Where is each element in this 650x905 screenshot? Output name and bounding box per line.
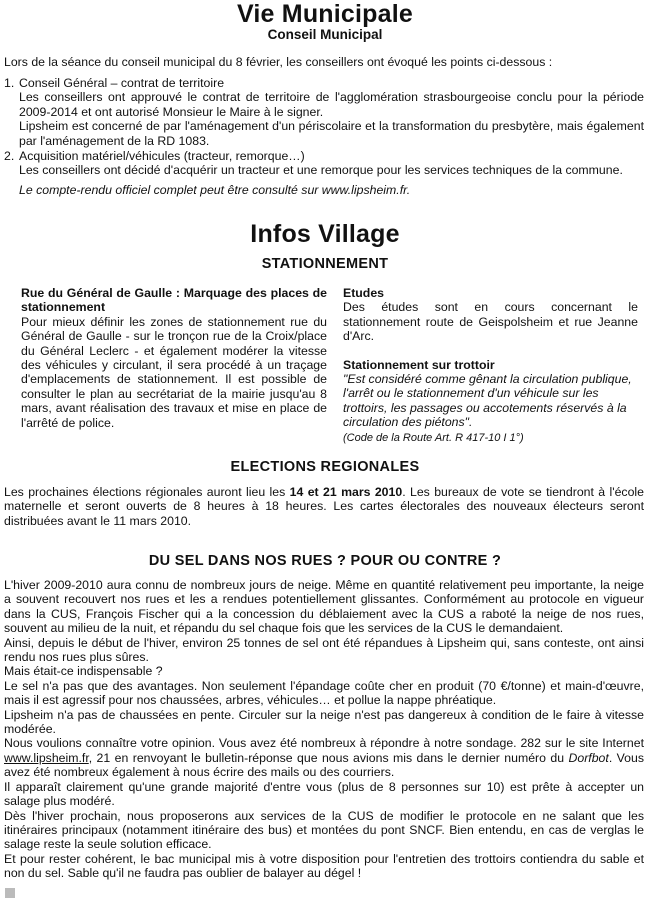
vie-item-1 bbox=[4, 76, 644, 148]
scan-mark-icon bbox=[5, 888, 15, 898]
elections-text bbox=[4, 485, 644, 528]
gaulle-text: Pour mieux définir les zones de stationnement rue du Général de Gaulle - sur le tronçon rue de la Croix/place du Général Leclerc - et également modérer la vitesse des véhicules y circulant, il sera procédé à un traçage d'emplacements de stationnement. Il est possible de consulter le plan au secrétariat de la mairie jusqu'au 8 mars, avant réalisation des travaux et mise en place de l'arrêté de police. bbox=[21, 314, 327, 430]
conseil-municipal-subtitle: Conseil Municipal bbox=[267, 27, 383, 42]
stationnement-heading: STATIONNEMENT bbox=[261, 256, 389, 272]
trottoir-ref: (Code de la Route Art. R 417-10 I 1°) bbox=[343, 431, 524, 444]
etudes-title: Etudes bbox=[343, 286, 384, 300]
sel-heading: DU SEL DANS NOS RUES ? POUR OU CONTRE ? bbox=[148, 553, 502, 569]
sel-paragraph: Mais était-ce indispensable ? bbox=[4, 664, 163, 679]
dorfbot-name: Dorfbot bbox=[568, 750, 609, 765]
stationnement-left-column bbox=[21, 286, 327, 430]
sel-paragraph: Le sel n'a pas que des avantages. Non seulement l'épandage coûte cher en produit (70 €/tonne) et main-d'œuvre, mais il est agressif pour nos chaussées, arbres, véhicules… et pollue la nappe phréatique. bbox=[4, 678, 644, 708]
item-heading: Conseil Général – contrat de territoire bbox=[19, 76, 225, 90]
trottoir-title: Stationnement sur trottoir bbox=[343, 357, 495, 372]
elections-text-start: Les prochaines élections régionales auront lieu les bbox=[4, 485, 290, 499]
sel-p6-end: . Vous avez été nombreux également à nous écrire des mails ou des courriers. bbox=[4, 750, 644, 780]
gaulle-title: Rue du Général de Gaulle : Marquage des places de stationnement bbox=[21, 286, 327, 315]
sel-article bbox=[4, 578, 644, 881]
trottoir-quote: "Est considéré comme gênant la circulation publique, l'arrêt ou le stationnement d'un véhicule sur les trottoirs, les passages ou accotements réservés à la circulation des piétons". bbox=[343, 372, 632, 430]
vie-intro: Lors de la séance du conseil municipal du 8 février, les conseillers ont évoqué les points ci-dessous : bbox=[4, 55, 553, 69]
sel-paragraph: Ainsi, depuis le début de l'hiver, environ 25 tonnes de sel ont été répandues à Lipsheim qui, sans conteste, ont ainsi rendu nos rues plus sûres. bbox=[4, 635, 644, 665]
sel-paragraph: Et pour rester cohérent, le bac municipal mis à votre disposition pour l'entretien des trottoirs contiendra du sable et non du sel. Sable qu'il ne faudra pas oublier de balayer au dégel ! bbox=[4, 851, 644, 881]
sel-paragraph: Il apparaît clairement qu'une grande majorité d'entre vous (plus de 8 personnes sur 10) est prête à accepter un salage plus modéré. bbox=[4, 779, 644, 809]
vie-municipale-title: Vie Municipale bbox=[236, 0, 413, 28]
item-line: Les conseillers ont décidé d'acquérir un tracteur et une remorque pour les services techniques de la commune. bbox=[19, 163, 623, 178]
sel-paragraph bbox=[4, 736, 644, 779]
item-line: Lipsheim est concerné de par l'aménagement d'un périscolaire et la transformation du presbytère, mais également par l'aménagement de la RD 1083. bbox=[19, 119, 644, 148]
vie-items-list bbox=[4, 76, 644, 178]
elections-dates: 14 et 21 mars 2010 bbox=[289, 485, 403, 499]
sel-paragraph: Lipsheim n'a pas de chaussées en pente. Circuler sur la neige n'est pas dangereux à condition de le faire à vitesse modérée. bbox=[4, 707, 644, 737]
item-line: Les conseillers ont approuvé le contrat de territoire de l'agglomération strasbourgeoise conclu pour la période 2009-2014 et ont autorisé Monsieur le Maire à le signer. bbox=[19, 90, 644, 119]
sel-p6-start: Nous voulions connaître votre opinion. Vous avez été nombreux à répondre à notre sondage. 282 sur le site Internet bbox=[4, 736, 644, 751]
vie-item-2 bbox=[4, 149, 644, 178]
elections-text-end: . Les bureaux de vote se tiendront à l'école maternelle et seront ouverts de 8 heures à 18 heures. Les cartes électorales des nouveaux électeurs seront distribuées avant le 11 mars 2010. bbox=[4, 485, 644, 528]
item-heading: Acquisition matériel/véhicules (tracteur, remorque…) bbox=[19, 149, 305, 164]
sel-p6-mid: , 21 en renvoyant le bulletin-réponse que nous avions mis dans le dernier numéro du bbox=[88, 750, 569, 765]
stationnement-right-column bbox=[343, 286, 638, 445]
sel-paragraph: L'hiver 2009-2010 aura connu de nombreux jours de neige. Même en quantité relativement peu importante, la neige a souvent recouvert nos rues et les a rendues potentiellement glissantes. Conformément au protocole en vigueur dans la CUS, François Fischer qui a la concession du déblaiement avec la CUS a raboté la neige de nos rues, souvent au milieu de la nuit, et répandu du sel chaque fois que les services de la CUS le demandaient. bbox=[4, 578, 644, 636]
sel-paragraph: Dès l'hiver prochain, nous proposerons aux services de la CUS de modifier le protocole en ne salant que les itinéraires principaux (notamment itinéraire des bus) et montées du pont SNCF. Bien entendu, en cas de verglas le salage reste la seule solution efficace. bbox=[4, 808, 644, 852]
elections-heading: ELECTIONS REGIONALES bbox=[230, 459, 420, 475]
website-link[interactable]: www.lipsheim.fr bbox=[4, 750, 89, 765]
vie-note: Le compte-rendu officiel complet peut être consulté sur www.lipsheim.fr. bbox=[19, 183, 411, 197]
infos-village-title: Infos Village bbox=[250, 220, 400, 248]
item-number: 1. bbox=[4, 76, 15, 90]
item-number: 2. bbox=[4, 149, 15, 164]
etudes-text: Des études sont en cours concernant le stationnement route de Geispolsheim et rue Jeanne d'Arc. bbox=[343, 300, 638, 344]
